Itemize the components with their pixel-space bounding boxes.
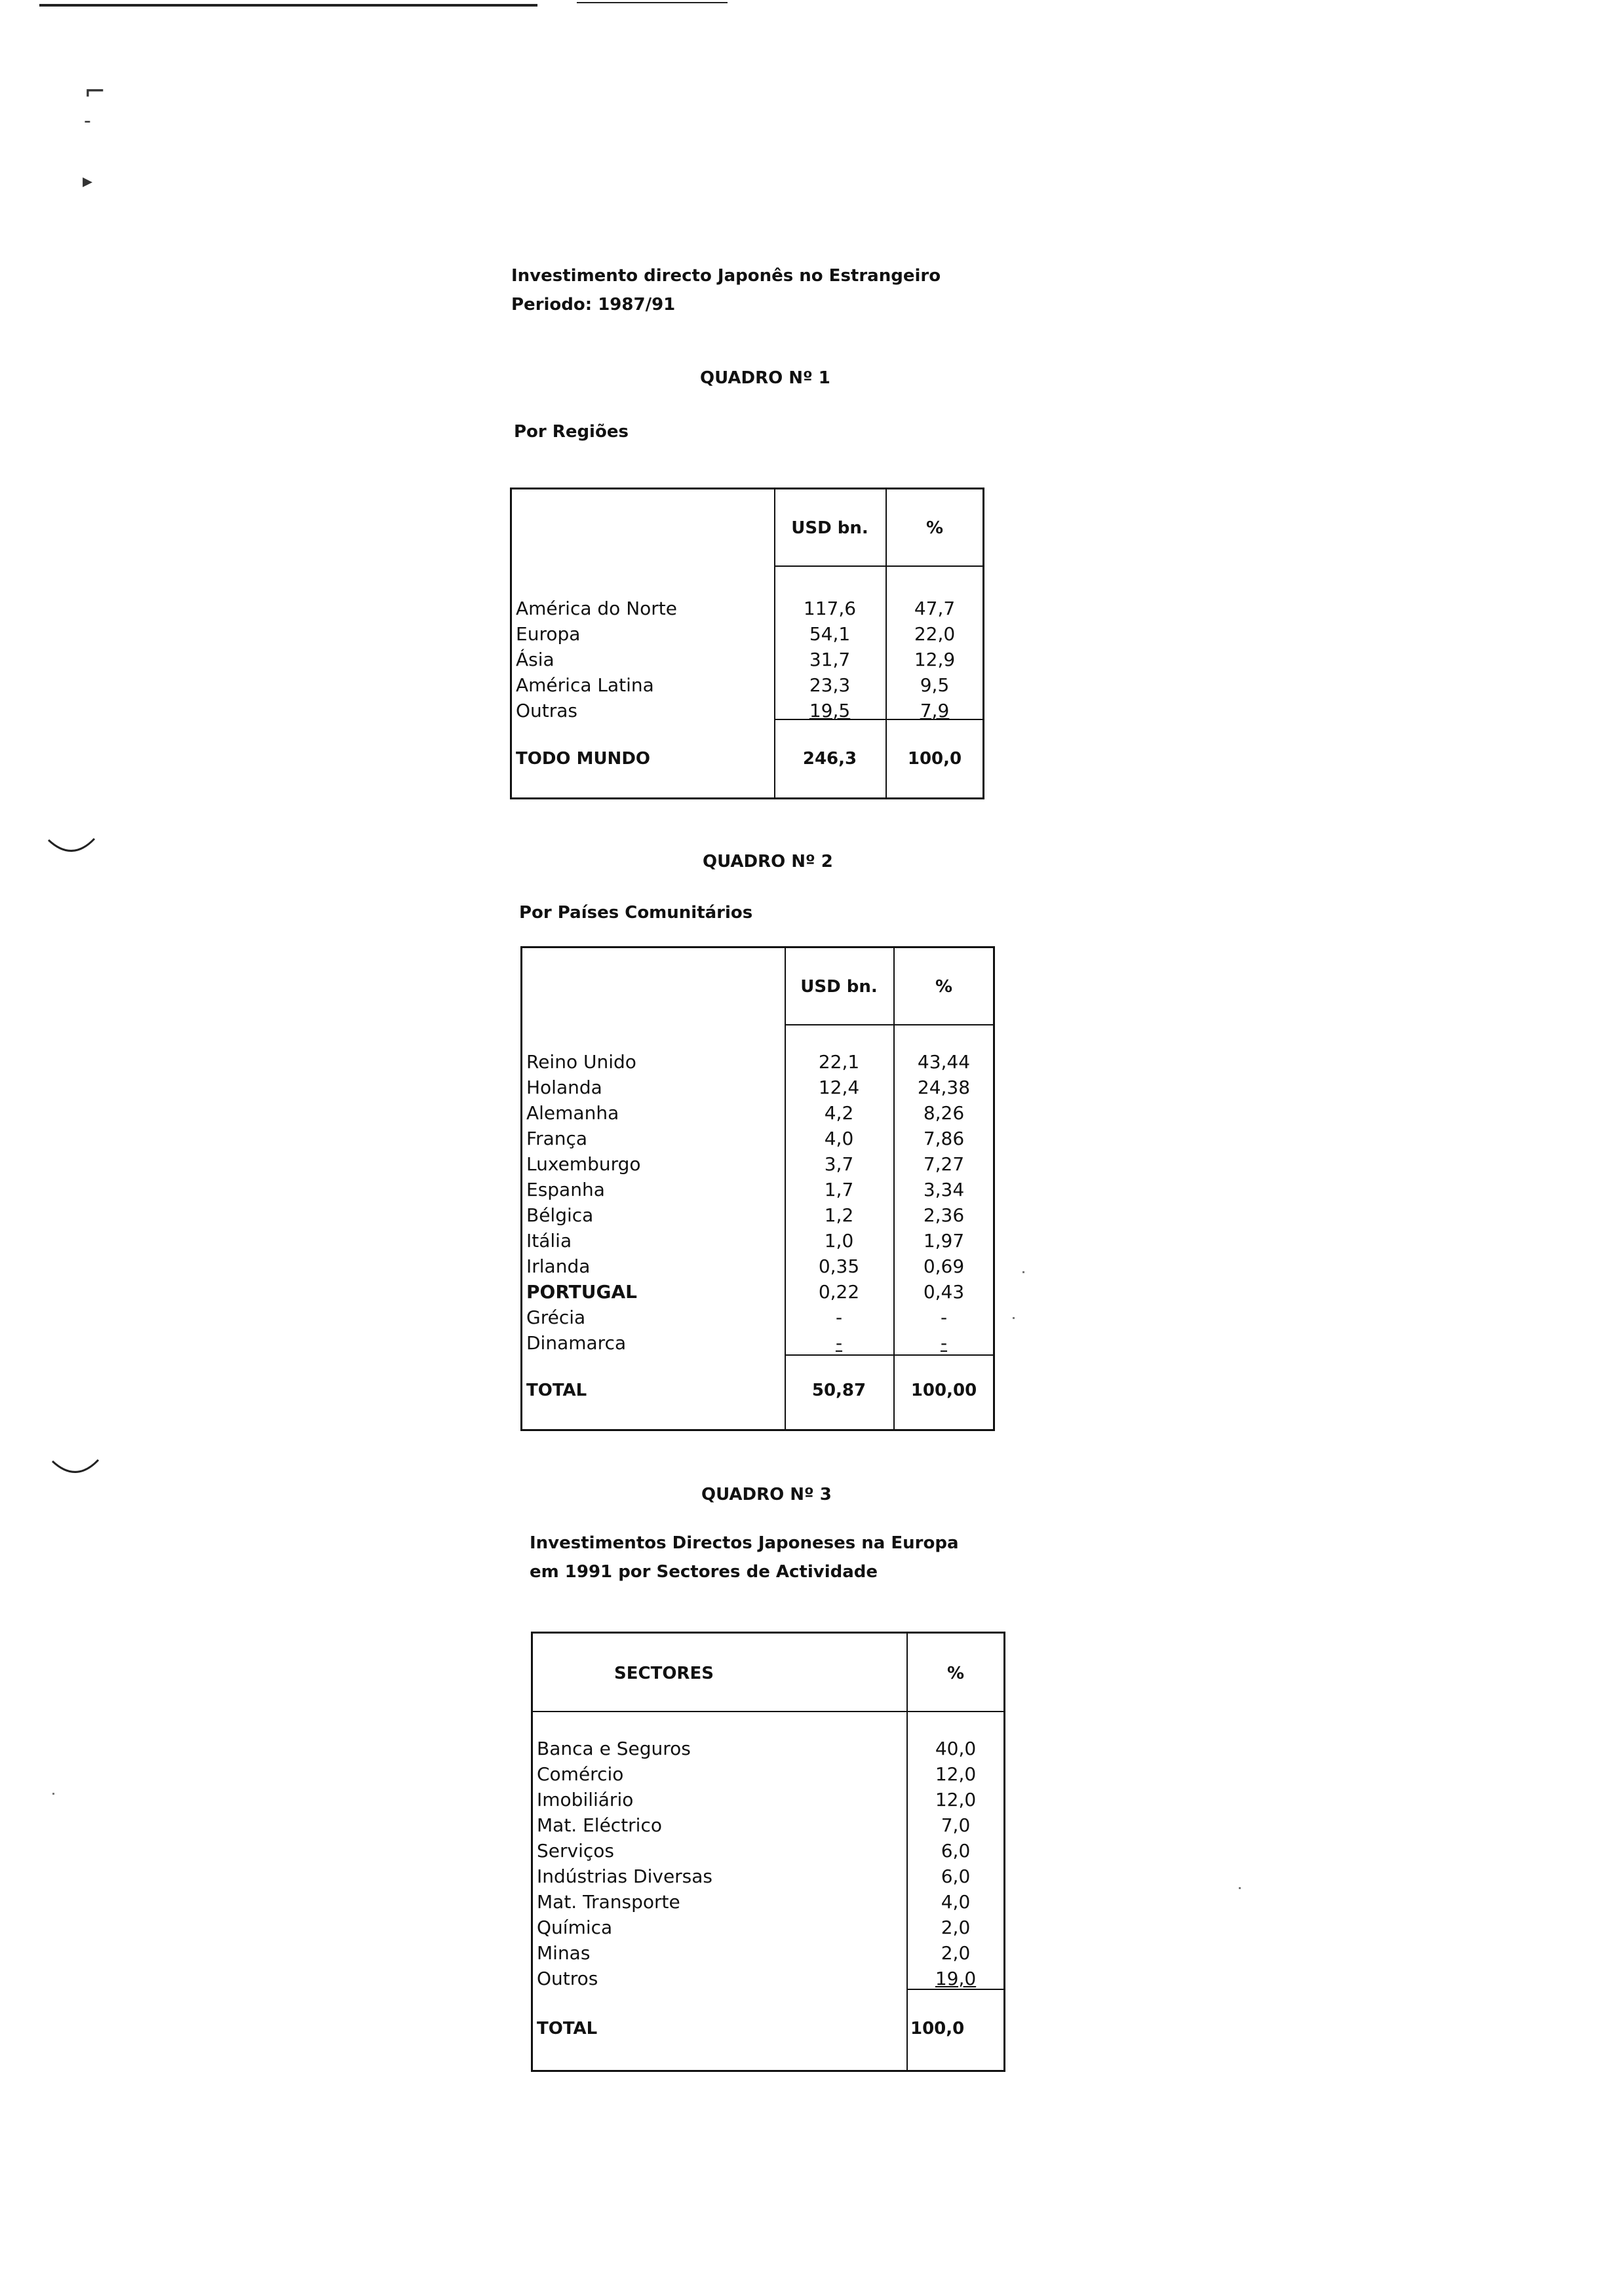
table-cell-usd: 23,3 xyxy=(809,674,851,696)
table-row-label: PORTUGAL xyxy=(526,1281,637,1303)
table-cell-pct: 2,36 xyxy=(923,1204,965,1226)
table-cell-pct: 19,0 xyxy=(935,1968,977,1989)
table-cell-usd: 0,22 xyxy=(818,1281,860,1303)
table-cell-pct: 43,44 xyxy=(917,1051,971,1073)
table-cell-pct: - xyxy=(940,1307,948,1328)
table2-heading: QUADRO Nº 2 xyxy=(703,852,833,871)
table-row-label: Grécia xyxy=(526,1307,586,1328)
table-cell-usd: 1,7 xyxy=(824,1179,854,1200)
document-title: Investimento directo Japonês no Estrangeiro xyxy=(511,266,941,286)
table-row-label: Imobiliário xyxy=(537,1789,634,1810)
scan-speck xyxy=(52,1793,54,1795)
table-cell-pct: 40,0 xyxy=(935,1738,977,1759)
table-cell-usd: 19,5 xyxy=(809,700,851,721)
scan-speck xyxy=(1013,1317,1015,1319)
table-total-pct: 100,00 xyxy=(910,1381,977,1400)
table1-usd-values xyxy=(774,596,885,723)
table1-total-row xyxy=(516,746,984,772)
table2-labels xyxy=(526,1049,782,1356)
table-cell-usd: 117,6 xyxy=(803,598,857,619)
table-row-label: Ásia xyxy=(516,649,555,670)
table-total-label: TOTAL xyxy=(537,2019,598,2038)
table-row-label: Comércio xyxy=(537,1763,624,1785)
table-row-label: Serviços xyxy=(537,1840,614,1862)
table1-labels xyxy=(516,596,771,723)
punch-hole-mark-2 xyxy=(50,1457,102,1483)
table1-col-pct-header: % xyxy=(925,518,944,538)
table-cell-usd: 0,35 xyxy=(818,1255,860,1277)
table2-col-pct-header: % xyxy=(935,977,953,997)
table-row-label: Banca e Seguros xyxy=(537,1738,691,1759)
table-row-label: Minas xyxy=(537,1942,591,1964)
table3-subtitle-line1: Investimentos Directos Japoneses na Europa xyxy=(530,1533,959,1553)
table-row-label: Europa xyxy=(516,623,581,645)
binding-mark-1: ⌐ xyxy=(84,77,106,107)
table-row-label: América do Norte xyxy=(516,598,677,619)
table3-pct-values xyxy=(906,1736,1005,1991)
table-row-label: Química xyxy=(537,1917,613,1938)
table-cell-pct: 0,43 xyxy=(923,1281,965,1303)
table-cell-pct: 7,0 xyxy=(941,1814,971,1836)
table-row-label: Irlanda xyxy=(526,1255,591,1277)
table-cell-pct: 4,0 xyxy=(941,1891,971,1913)
table-cell-pct: - xyxy=(940,1332,948,1354)
table-row-label: Indústrias Diversas xyxy=(537,1866,713,1887)
table1-subtitle: Por Regiões xyxy=(514,422,629,442)
table-cell-pct: 3,34 xyxy=(923,1179,965,1200)
table-cell-pct: 22,0 xyxy=(914,623,956,645)
table-row-label: Reino Unido xyxy=(526,1051,636,1073)
table-cell-pct: 47,7 xyxy=(914,598,956,619)
punch-hole-mark-1 xyxy=(46,836,98,862)
table-total-label: TODO MUNDO xyxy=(516,749,651,769)
table3-labels xyxy=(537,1736,904,1991)
table3-subtitle-line2: em 1991 por Sectores de Actividade xyxy=(530,1562,878,1582)
binding-mark-3: ▸ xyxy=(83,170,93,193)
table-cell-pct: 7,86 xyxy=(923,1128,965,1149)
table-row-label: Itália xyxy=(526,1230,572,1252)
table2-usd-values xyxy=(785,1049,893,1356)
table-total-label: TOTAL xyxy=(526,1381,587,1400)
table1-heading: QUADRO Nº 1 xyxy=(700,368,830,388)
scan-line-top-left xyxy=(39,4,537,7)
table-row-label: América Latina xyxy=(516,674,654,696)
table3-heading: QUADRO Nº 3 xyxy=(701,1485,832,1504)
table-row-label: Luxemburgo xyxy=(526,1153,641,1175)
table-cell-pct: 12,0 xyxy=(935,1789,977,1810)
table1 xyxy=(510,488,984,799)
table-row-label: Alemanha xyxy=(526,1102,619,1124)
table2-header-rule xyxy=(785,1024,993,1025)
table2-subtitle: Por Países Comunitários xyxy=(519,903,753,923)
table3-col-pct-header: % xyxy=(946,1664,965,1683)
table2-total-row xyxy=(526,1378,994,1404)
table-cell-pct: 1,97 xyxy=(923,1230,965,1252)
table-total-usd: 50,87 xyxy=(811,1381,866,1400)
table-cell-pct: 12,9 xyxy=(914,649,956,670)
table-row-label: França xyxy=(526,1128,588,1149)
table1-header-rule xyxy=(774,565,983,567)
table-total-pct: 100,0 xyxy=(907,749,962,769)
table-row-label: Espanha xyxy=(526,1179,605,1200)
table-cell-pct: 7,27 xyxy=(923,1153,965,1175)
table1-pct-values xyxy=(885,596,984,723)
table1-col-usd-header: USD bn. xyxy=(791,518,868,538)
table-cell-pct: 12,0 xyxy=(935,1763,977,1785)
table3-col-sector-header: SECTORES xyxy=(614,1664,714,1683)
table3-header-rule xyxy=(533,1711,1003,1712)
table2-col-usd-header: USD bn. xyxy=(800,977,878,997)
table2 xyxy=(520,946,995,1431)
scan-line-top-right xyxy=(577,2,728,3)
table-cell-pct: 0,69 xyxy=(923,1255,965,1277)
table-row-label: Bélgica xyxy=(526,1204,594,1226)
table-row-label: Outras xyxy=(516,700,578,721)
table-cell-usd: 3,7 xyxy=(824,1153,854,1175)
document-period: Periodo: 1987/91 xyxy=(511,295,676,315)
table-cell-usd: 1,0 xyxy=(824,1230,854,1252)
table-cell-pct: 7,9 xyxy=(920,700,950,721)
table-cell-pct: 24,38 xyxy=(917,1077,971,1098)
table-cell-usd: 4,2 xyxy=(824,1102,854,1124)
table-cell-usd: 12,4 xyxy=(818,1077,860,1098)
table-cell-usd: - xyxy=(835,1307,843,1328)
table-total-pct: 100,0 xyxy=(910,2019,965,2038)
table-row-label: Mat. Transporte xyxy=(537,1891,680,1913)
table-cell-usd: 31,7 xyxy=(809,649,851,670)
table-cell-pct: 6,0 xyxy=(941,1866,971,1887)
binding-mark-2: - xyxy=(84,109,91,132)
table-row-label: Outros xyxy=(537,1968,598,1989)
table-row-label: Mat. Eléctrico xyxy=(537,1814,662,1836)
table-cell-usd: - xyxy=(835,1332,843,1354)
table-cell-pct: 8,26 xyxy=(923,1102,965,1124)
scan-speck xyxy=(1022,1271,1024,1273)
table-total-usd: 246,3 xyxy=(802,749,857,769)
table-cell-usd: 22,1 xyxy=(818,1051,860,1073)
table-cell-pct: 2,0 xyxy=(941,1942,971,1964)
scan-speck xyxy=(1239,1887,1241,1889)
table-cell-pct: 2,0 xyxy=(941,1917,971,1938)
table2-pct-values xyxy=(893,1049,994,1356)
table-row-label: Holanda xyxy=(526,1077,602,1098)
table-cell-pct: 6,0 xyxy=(941,1840,971,1862)
table3 xyxy=(531,1632,1005,2072)
table3-total-row xyxy=(537,2016,1005,2042)
table-cell-usd: 4,0 xyxy=(824,1128,854,1149)
table-cell-pct: 9,5 xyxy=(920,674,950,696)
table-cell-usd: 54,1 xyxy=(809,623,851,645)
table-row-label: Dinamarca xyxy=(526,1332,627,1354)
table-cell-usd: 1,2 xyxy=(824,1204,854,1226)
